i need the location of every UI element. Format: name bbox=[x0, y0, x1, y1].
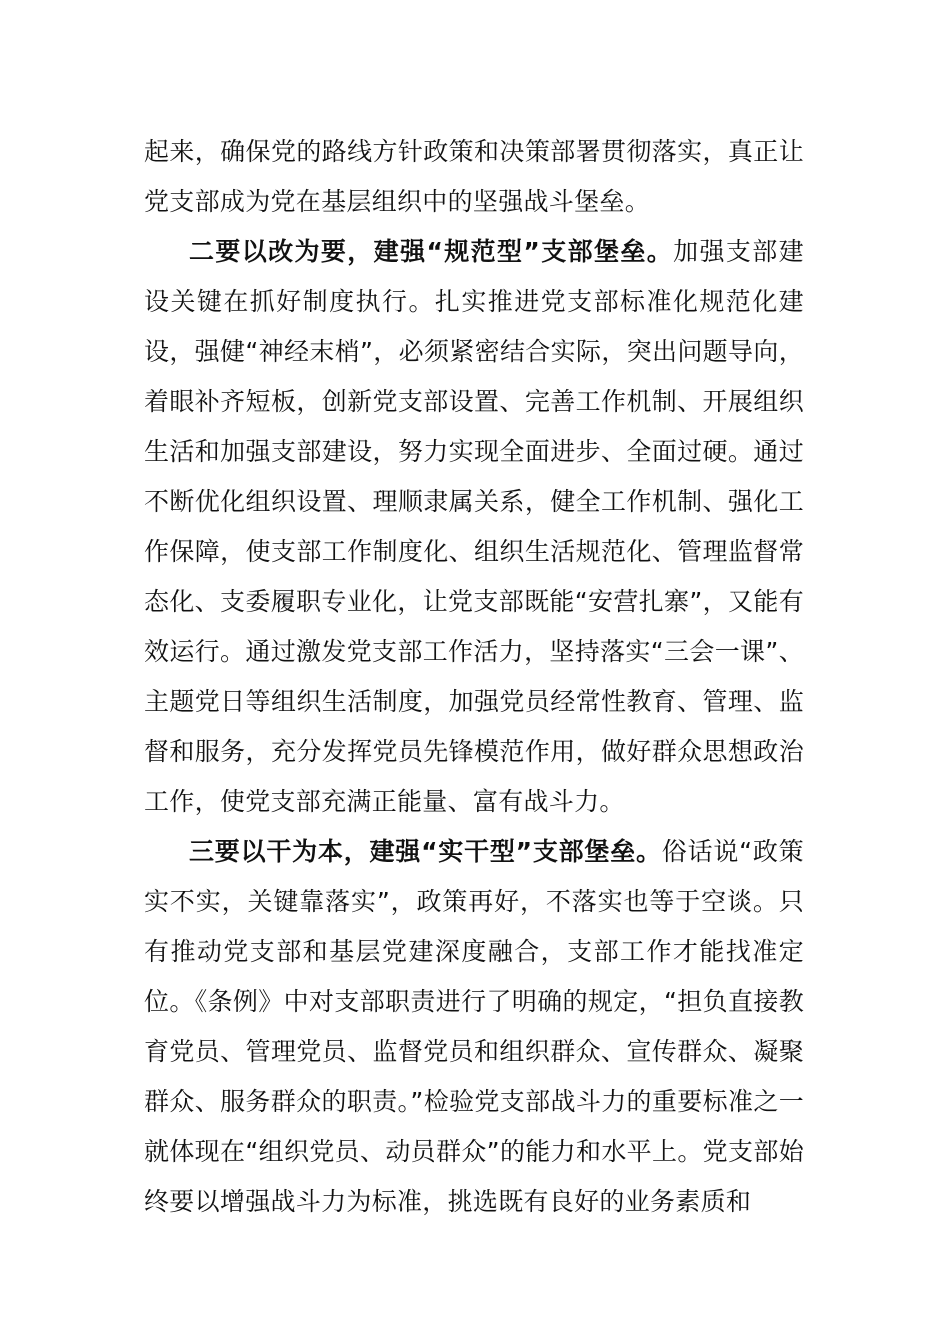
section-two-heading: 二要以改为要，建强“规范型”支部堡垒。 bbox=[189, 237, 674, 266]
section-three-heading: 三要以干为本，建强“实干型”支部堡垒。 bbox=[189, 837, 662, 866]
document-body bbox=[144, 127, 804, 1227]
section-two-body: 加强支部建设关键在抓好制度执行。扎实推进党支部标准化规范化建设，强健“神经末梢”，必须紧密结合实际，突出问题导向，着眼补齐短板，创新党支部设置、完善工作机制、开展组织生活和加强支部建设，努力实现全面进步、全面过硬。通过不断优化组织设置、理顺隶属关系，健全工作机制、强化工作保障，使支部工作制度化、组织生活规范化、管理监督常态化、支委履职专业化，让党支部既能“安营扎寨”，又能有效运行。通过激发党支部工作活力，坚持落实“三会一课”、主题党日等组织生活制度，加强党员经常性教育、管理、监督和服务，充分发挥党员先锋模范作用，做好群众思想政治工作，使党支部充满正能量、富有战斗力。 bbox=[144, 237, 804, 816]
paragraph-section-three bbox=[144, 827, 804, 1227]
paragraph-continuation: 起来，确保党的路线方针政策和决策部署贯彻落实，真正让党支部成为党在基层组织中的坚强战斗堡垒。 bbox=[144, 137, 804, 216]
section-three-body: 俗话说“政策实不实，关键靠落实”，政策再好，不落实也等于空谈。只有推动党支部和基层党建深度融合，支部工作才能找准定位。《条例》中对支部职责进行了明确的规定，“担负直接教育党员、管理党员、监督党员和组织群众、宣传群众、凝聚群众、服务群众的职责。”检验党支部战斗力的重要标准之一就体现在“组织党员、动员群众”的能力和水平上。党支部始终要以增强战斗力为标准，挑选既有良好的业务素质和 bbox=[144, 837, 804, 1216]
paragraph-section-two bbox=[144, 227, 804, 827]
